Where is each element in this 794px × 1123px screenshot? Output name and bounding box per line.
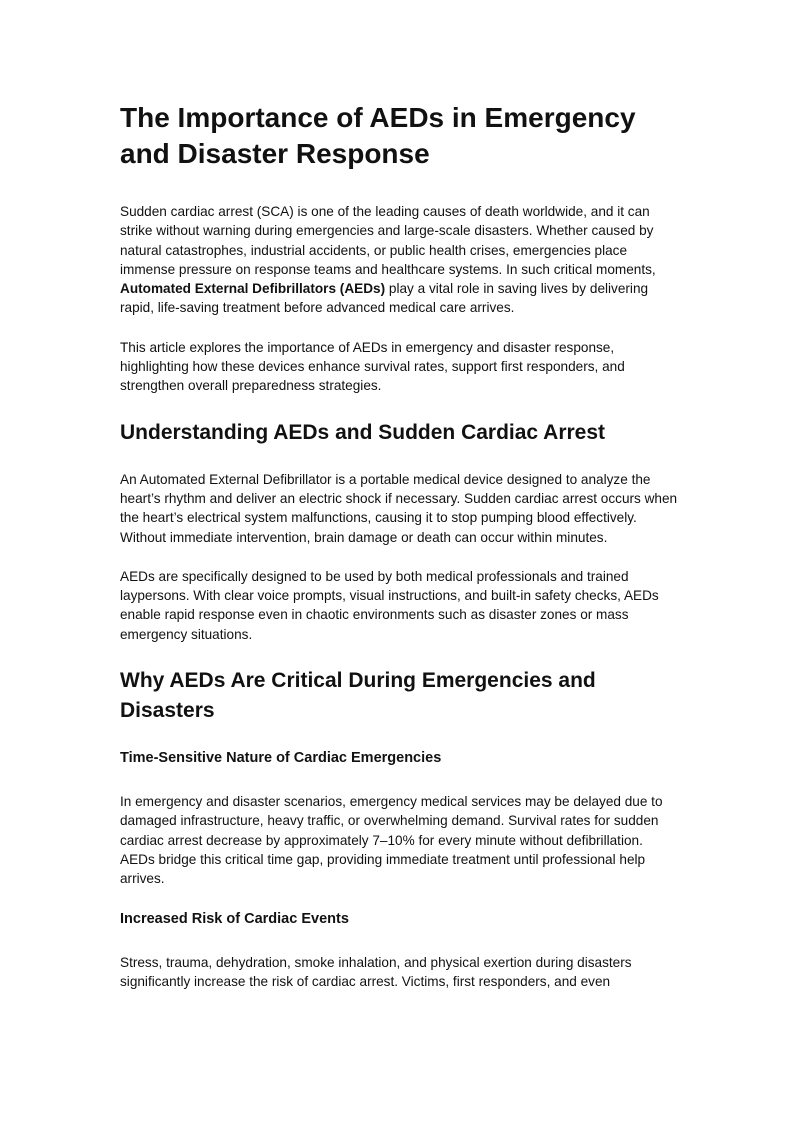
document-page xyxy=(120,100,680,1011)
aed-term: Automated External Defibrillators (AEDs) xyxy=(120,281,386,297)
section-heading-why-critical: Why AEDs Are Critical During Emergencies and Disasters xyxy=(120,669,596,723)
subsection-heading-time-sensitive: Time-Sensitive Nature of Cardiac Emergencies xyxy=(120,750,442,767)
subsection2-paragraph: Stress, trauma, dehydration, smoke inhalation, and physical exertion during disasters significantly increase the risk of cardiac arrest. Victims, first responders, and even xyxy=(120,954,632,989)
intro-paragraph-2: This article explores the importance of AEDs in emergency and disaster response, highlighting how these devices enhance survival rates, support first responders, and strengthen overall preparedness strategies. xyxy=(120,339,625,394)
intro-text-end: play a vital role in saving lives by delivering rapid, life-saving treatment before advanced medical care arrives. xyxy=(120,281,649,316)
section1-paragraph-1: An Automated External Defibrillator is a portable medical device designed to analyze the heart’s rhythm and deliver an electric shock if necessary. Sudden cardiac arrest occurs when the heart’s electrical system malfunctions, causing it to stop pumping blood effectively. Without immediate intervention, brain damage or death can occur within minutes. xyxy=(120,471,678,545)
section-heading-understanding: Understanding AEDs and Sudden Cardiac Arrest xyxy=(120,420,606,444)
subsection1-paragraph: In emergency and disaster scenarios, emergency medical services may be delayed due to damaged infrastructure, heavy traffic, or overwhelming demand. Survival rates for sudden cardiac arrest decrease by approximately 7–10% for every minute without defibrillation. AEDs bridge this critical time gap, providing immediate treatment until professional help arrives. xyxy=(120,794,663,887)
intro-text-start: Sudden cardiac arrest (SCA) is one of the leading causes of death worldwide, and it can strike without warning during emergencies and large-scale disasters. Whether caused by natural catastrophes, industrial accidents, or public health crises, emergencies place immense pressure on response teams and healthcare systems. In such critical moments, xyxy=(120,204,656,277)
subsection-heading-increased-risk: Increased Risk of Cardiac Events xyxy=(120,910,349,927)
page-title: The Importance of AEDs in Emergency and Disaster Response xyxy=(120,102,636,169)
section1-paragraph-2: AEDs are specifically designed to be used by both medical professionals and trained laypersons. With clear voice prompts, visual instructions, and built-in safety checks, AEDs enable rapid response even in chaotic environments such as disaster zones or mass emergency situations. xyxy=(120,568,659,642)
intro-paragraph-1 xyxy=(120,202,680,318)
